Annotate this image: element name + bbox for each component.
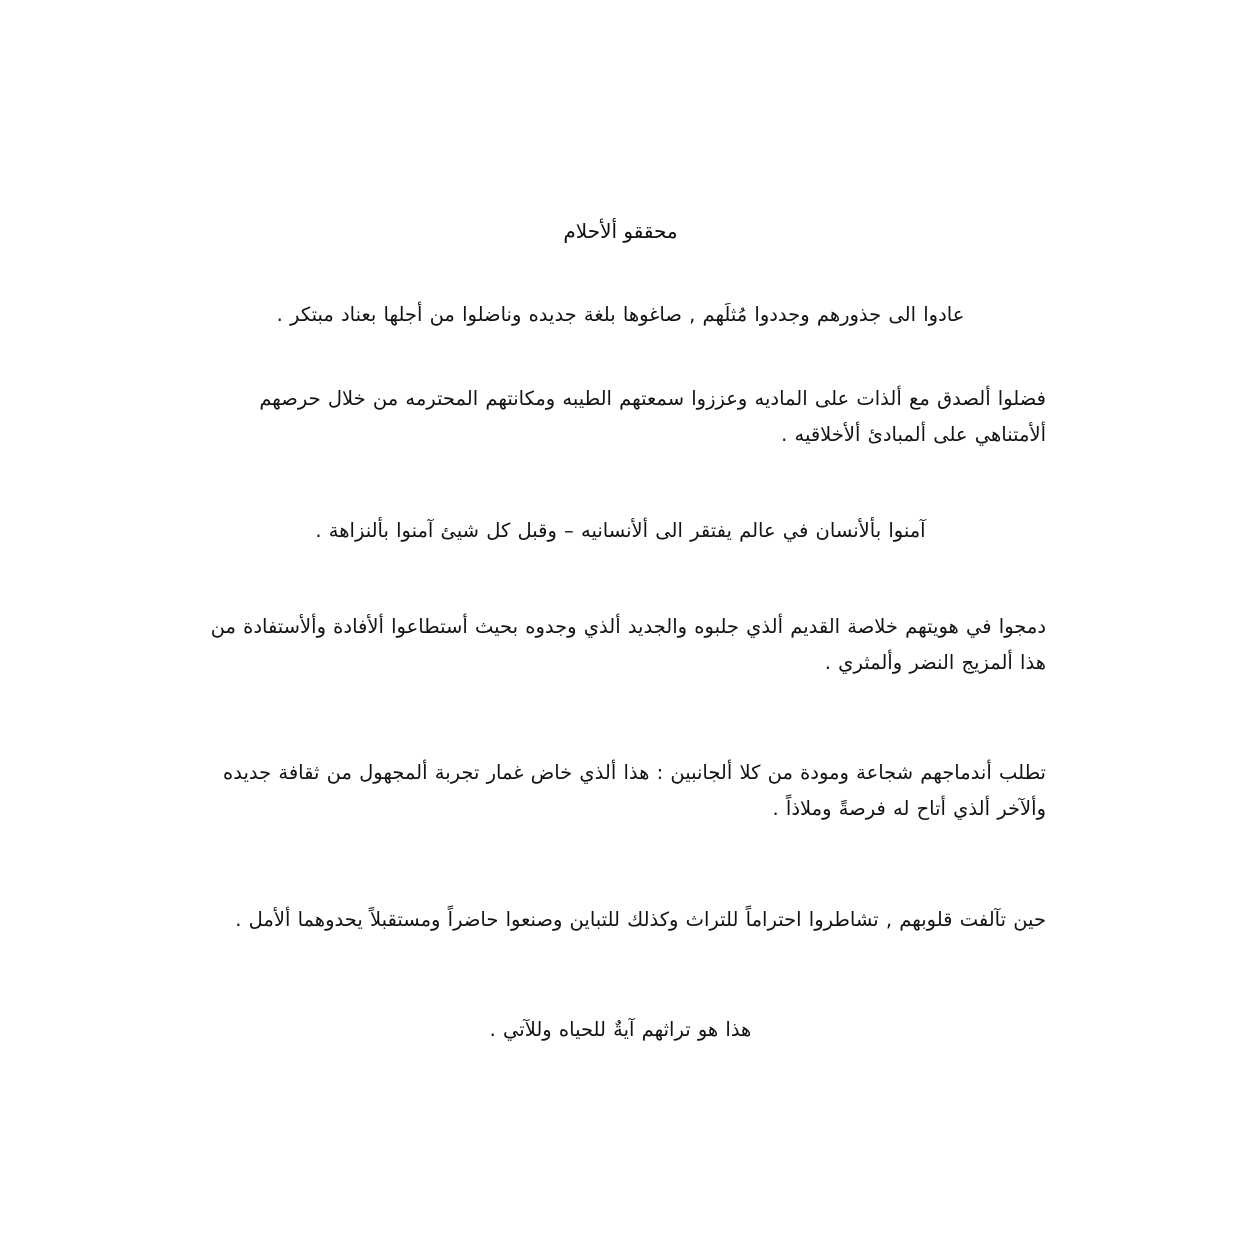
paragraph-5: تطلب أندماجهم شجاعة ومودة من كلا ألجانبين : هذا ألذي خاض غمار تجربة ألمجهول من ثقافة جديده وألآخر ألذي أتاح له فرصةً وملاذاً . bbox=[223, 761, 1046, 821]
document-body bbox=[195, 215, 1046, 1048]
paragraph-6: حين تآلفت قلوبهم , تشاطروا احتراماً للتراث وكذلك للتباين وصنعوا حاضراً ومستقبلاً يحدوهما ألأمل . bbox=[235, 907, 1046, 931]
paragraph-spacer bbox=[195, 367, 1046, 381]
paragraph-spacer bbox=[195, 862, 1046, 902]
document-title: محققو ألأحلام bbox=[563, 219, 678, 243]
paragraph-2: فضلوا ألصدق مع ألذات على الماديه وعززوا سمعتهم الطيبه ومكانتهم المحترمه من خلال حرصهم ألأمتناهي على ألمبادئ ألأخلاقيه . bbox=[259, 387, 1046, 447]
paragraph-spacer bbox=[195, 715, 1046, 755]
paragraph-spacer bbox=[195, 487, 1046, 513]
paragraph-spacer bbox=[195, 972, 1046, 1012]
paragraph-spacer bbox=[195, 583, 1046, 609]
paragraph-1: عادوا الى جذورهم وجددوا مُثلَهم , صاغوها بلغة جديده وناضلوا من أجلها بعناد مبتكر . bbox=[276, 303, 965, 326]
paragraph-7: هذا هو تراثهم آيةٌ للحياه وللآتي . bbox=[489, 1017, 752, 1041]
paragraph-3: آمنوا بألأنسان في عالم يفتقر الى ألأنسانيه – وقبل كل شيئ آمنوا بألنزاهة . bbox=[315, 519, 926, 543]
paragraph-4: دمجوا في هويتهم خلاصة القديم ألذي جلبوه والجديد ألذي وجدوه بحيث أستطاعوا ألأفادة وألأستفادة من هذا ألمزيج النضر وألمثري . bbox=[210, 615, 1046, 675]
